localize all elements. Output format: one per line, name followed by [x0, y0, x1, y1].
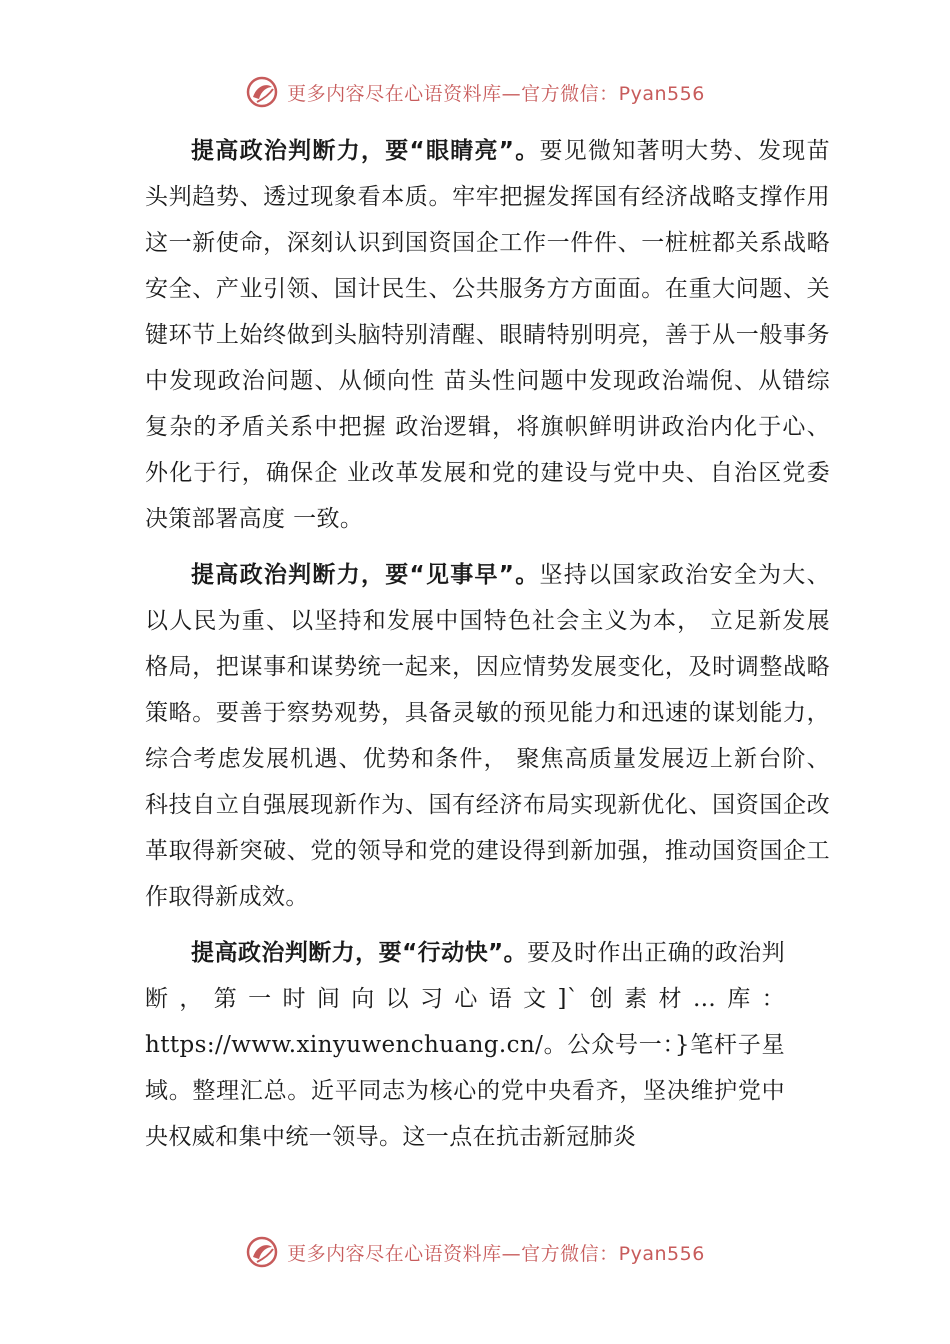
- document-body: [145, 128, 830, 1170]
- footer-banner: [0, 1230, 950, 1274]
- paragraph-lead: 提高政治判断力，要“行动快”。: [191, 940, 528, 966]
- swirl-logo-icon: [245, 75, 279, 109]
- paragraph-act-fast: [145, 930, 785, 1160]
- swirl-logo-icon: [245, 1235, 279, 1269]
- paragraph-text: 要见微知著明大势、发现苗头判趋势、透过现象看本质。牢牢把握发挥国有经济战略支撑作用这一新使命，深刻认识到国资国企工作一件件、一桩桩都关系战略安全、产业引领、国计民生、公共服务方方面面。在重大问题、关键环节上始终做到头脑特别清醒、眼睛特别明亮，善于从一般事务中发现政治问题、从倾向性 苗头性问题中发现政治端倪、从错综复杂的矛盾关系中把握 政治逻辑，将旗帜鲜明讲政治内化于心、外化于行，确保企 业改革发展和党的建设与党中央、自治区党委决策部署高度 一致。: [145, 138, 830, 532]
- paragraph-text: 坚持以国家政治安全为大、以人民为重、以坚持和发展中国特色社会主义为本， 立足新发展格局，把谋事和谋势统一起来，因应情势发展变化，及时调整战略策略。要善于察势观势，具备灵敏的预见能力和迅速的谋划能力，综合考虑发展机遇、优势和条件， 聚焦高质量发展迈上新台阶、科技自立自强展现新作为、国有经济布局实现新优化、国资国企改革取得新突破、党的领导和党的建设得到新加强，推动国资国企工作取得新成效。: [145, 562, 830, 910]
- footer-banner-text: 更多内容尽在心语资料库—官方微信：Pyan556: [287, 1242, 705, 1265]
- paragraph-text: 要及时作出正确的政治判断，第一时间向以习心语文]`创素材…库：https://www.xinyuwenchuang.cn/。公众号一：}笔杆子星域。整理汇总。近平同志为核心的党中央看齐，坚决维护党中央权威和集中统一领导。这一点在抗击新冠肺炎: [145, 940, 786, 1150]
- header-banner: [0, 70, 950, 114]
- paragraph-lead: 提高政治判断力，要“眼睛亮”。: [191, 138, 540, 164]
- paragraph-see-early: [145, 552, 830, 920]
- paragraph-eyes-bright: [145, 128, 830, 542]
- header-banner-text: 更多内容尽在心语资料库—官方微信：Pyan556: [287, 82, 705, 105]
- paragraph-lead: 提高政治判断力，要“见事早”。: [191, 562, 540, 588]
